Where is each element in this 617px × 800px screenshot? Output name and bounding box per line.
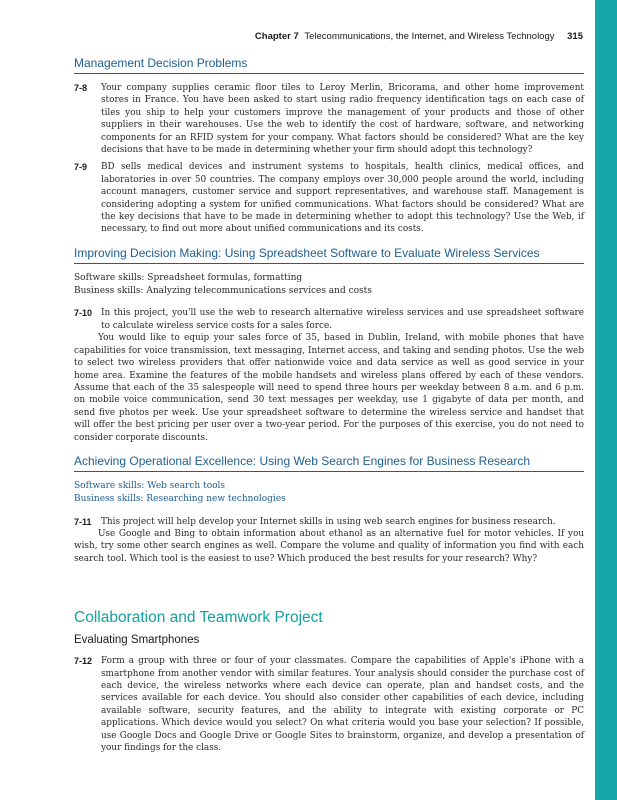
skills-list: [74, 272, 584, 298]
chapter-title: Telecommunications, the Internet, and Wireless Technology: [304, 31, 555, 42]
page-content: [74, 56, 584, 759]
problem-number: 7-11: [74, 516, 92, 527]
page-number: 315: [567, 31, 583, 42]
software-skills: Software skills: Spreadsheet formulas, formatting: [74, 272, 303, 283]
problem-7-9: [74, 161, 584, 235]
collaboration-heading: Collaboration and Teamwork Project: [74, 609, 323, 627]
software-skills: Software skills: Web search tools: [74, 480, 226, 491]
problem-text: Form a group with three or four of your classmates. Compare the capabilities of Apple's iPhone with a smartphone from another vendor with similar features. Your analysis should consider the purchase cost of each device, the wireless networks where each device can operate, plan and handset costs, and the services available for each device. You should also consider other capabilities of each device, including available software, security features, and the ability to integrate with existing corporate or PC applications. Which device would you select? On what criteria would you base your selection? If possible, use Google Docs and Google Drive or Google Sites to brainstorm, organize, and develop a presentation of your findings for the class.: [101, 656, 584, 753]
problem-7-12: [74, 655, 584, 754]
problem-7-10: [74, 307, 584, 443]
section-heading-management-decision-problems: Management Decision Problems: [74, 56, 584, 74]
problem-text: BD sells medical devices and instrument systems to hospitals, health clinics, medical offices, and laboratories in over 50 countries. The company employs over 30,000 people around the world, including account managers, customer service and support representatives, and warehouse staff. Management is considering adopting a system for unified communications. What factors should be considered? What are the key decisions that have to be made in determining whether to adopt this technology? Use the Web, if necessary, to find out more about unified communications and its costs.: [101, 162, 584, 235]
problem-number: 7-12: [74, 656, 93, 667]
problem-intro: In this project, you'll use the web to research alternative wireless services and use spreadsheet software to calculate wireless service costs for a sales force.: [101, 308, 584, 331]
problem-number: 7-10: [74, 308, 93, 319]
problem-intro: This project will help develop your Internet skills in using web search engines for business research.: [101, 516, 556, 527]
teal-sidebar-bar: [595, 0, 617, 800]
problem-text: Your company supplies ceramic floor tiles to Leroy Merlin, Bricorama, and other home improvement stores in France. You have been asked to start using radio frequency identification tags on each case of tiles you ship to help your customers improve the management of your products and those of other suppliers in their warehouses. Use the web to identify the cost of hardware, software, and networking components for an RFID system for your company. What factors should be considered? What are the key decisions that have to be made in determining whether your firm should adopt this technology?: [101, 83, 584, 156]
business-skills: Business skills: Analyzing telecommunications services and costs: [74, 285, 372, 296]
problem-number: 7-8: [74, 83, 88, 93]
skills-list: [74, 480, 584, 506]
running-head: [0, 31, 583, 42]
section-heading-improving-decision-making: Improving Decision Making: Using Spreadsheet Software to Evaluate Wireless Services: [74, 246, 584, 264]
section-heading-achieving-operational-excellence: Achieving Operational Excellence: Using Web Search Engines for Business Research: [74, 454, 584, 472]
business-skills: Business skills: Researching new technologies: [74, 493, 286, 504]
collaboration-subheading: Evaluating Smartphones: [74, 634, 200, 647]
problem-7-8: [74, 82, 584, 156]
problem-body: Use Google and Bing to obtain information about ethanol as an alternative fuel for motor vehicles. If you wish, try some other search engines as well. Compare the volume and quality of information you find with each search tool. Which tool is the easiest to use? Which produced the best results for your research? Why?: [74, 528, 584, 564]
problem-number: 7-9: [74, 162, 88, 173]
chapter-label: Chapter 7: [254, 31, 299, 42]
problem-body: You would like to equip your sales force of 35, based in Dublin, Ireland, with mobile phones that have capabilities for voice transmission, text messaging, Internet access, and taking and sending photos. Use the web to select two wireless providers that offer nationwide voice and data service as well as good service in your home area. Examine the features of the mobile handsets and wireless plans offered by each of these vendors. Assume that each of the 35 salespeople will need to spend three hours per weekday between 8 a.m. and 6 p.m. on mobile voice communication, send 30 text messages per weekday, use 1 gigabyte of data per month, and send five photos per week. Use your spreadsheet software to determine the wireless service and handset that will offer the best pricing per user over a two-year period. For the purposes of this exercise, you do not need to consider corporate discounts.: [74, 333, 584, 443]
problem-7-11: [74, 516, 584, 566]
